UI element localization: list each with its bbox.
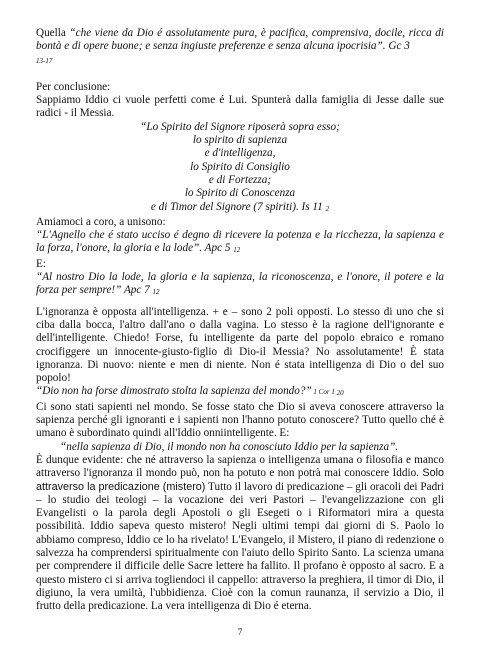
e-label: E:	[36, 257, 46, 270]
stolta-ref-verse: 20	[336, 389, 344, 398]
isaiah-poem	[36, 121, 444, 216]
paragraph-evidente	[36, 454, 444, 614]
poem-line-last	[36, 201, 444, 216]
amiamoci-line: Amiamoci a coro, a unisono:	[36, 215, 166, 228]
isaiah-ref-verse: 2	[325, 204, 330, 213]
james-ref: Gc 3	[385, 40, 410, 53]
poem-line: e di Fortezza;	[208, 173, 272, 186]
evidente-text: È dunque evidente: che né attraverso la sapienza o intelligenza umana o filosofia e manco attraverso l'ignoranza il mondo può, non ha potuto e non potrà mai conoscere Iddio.	[36, 453, 444, 480]
paragraph-perfetti: Sappiamo Iddio ci vuole perfetti come é Lui. Spunterà dalla famiglia di Jesse dalle sue radici - il Messia.	[36, 94, 444, 120]
stolta-quote-para	[36, 385, 444, 400]
paragraph-ignoranza: L'ignoranza è opposta all'intelligenza. + e – sono 2 poli opposti. Lo stesso di uno che si ciba dalla bocca, l'altro dall'ano o dalla vagina. Lo stesso è la ragione dell'ignorante e dell'intelligente. Chiedo! Forse, fu intelligente da parte del popolo ebraico e romano crocifiggere un innocente-giusto-figlio di Dio-il Messia? No assolutamente! È stata ignoranza. Di nuovo: niente e men di niente. Non é stata intelligenza di Dio o del suo popolo!	[36, 305, 444, 385]
poem-line: lo Spirito di Conoscenza	[184, 187, 296, 200]
agnello-quote: “L'Agnello che é stato ucciso é degno di ricevere la potenza e la ricchezza, la sapienza e la forza, l'onore, la gloria e la lode”. Apc 5	[36, 229, 444, 255]
poem-line: lo Spirito di Consiglio	[190, 160, 290, 173]
poem-line: “Lo Spirito del Signore riposerà sopra esso;	[140, 120, 340, 133]
predicazione-heading: Solo attraverso la predicazione (mistero)	[36, 467, 444, 493]
poem-line: lo spirito di sapienza	[192, 134, 288, 147]
spacer	[36, 68, 444, 81]
page-number: 7	[237, 627, 243, 637]
quella-text: Quella	[36, 27, 70, 39]
james-ref-verse: 13-17	[36, 56, 53, 65]
poem-line: e di Timor del Signore (7 spiriti). Is 11	[150, 200, 323, 213]
predicazione-text: Tutto il lavoro di predicazione – gli oracoli dei Padri – lo studio dei teologi – la vocazione dei veri Pastori – l'evangelizzazione con gli Evangelisti o la parola degli Apostoli o gli Esegeti o i Riformatori mira a questa possibilità. Iddio sapeva questo mistero! Negli ultimi tempi dai giorni di S. Paolo lo abbiamo compreso, Iddio ce lo ha rivelato! L'Evangelo, il Mistero, il piano di redenzione o salvezza ha comprendersi spiritualmente con l'aiuto dello Spirito Santo. La scienza umana per comprendere il difficile delle Sacre lettere ha fallito. Il profano è opposto al sacro. E a questo mistero ci si arriva togliendoci il cappello: attraverso la preghiera, il timor di Dio, il digiuno, la vera umiltà, l'ubbidienza. Cioè con la comun raunanza, il servizio a Dio, il frutto della predicazione. La vera intelligenza di Dio é eterna.	[36, 480, 444, 613]
dio-quote-para	[36, 271, 444, 300]
paragraph-sapienti: Ci sono stati sapienti nel mondo. Se fosse stato che Dio si aveva conoscere attraverso la sapienza perché gli ignoranti e i sapienti non l'hanno potuto conoscere? Tutto quello ché è umano è subordinato quindi all'Iddio onniintelligente. E:	[36, 400, 444, 440]
james-quote: “che viene da Dio é assolutamente pura, è pacifica, comprensiva, docile, ricca di bontà e di opere buone; e senza ingiuste preferenze e senza alcuna ipocrisia”.	[36, 27, 444, 53]
stolta-ref: 1 Cor 1	[311, 388, 337, 397]
dio-ref-verse: 12	[152, 288, 160, 297]
dio-quote: “Al nostro Dio la lode, la gloria e la sapienza, la riconoscenza, e l'onore, il potere e la forza per sempre!” Apc 7	[36, 271, 444, 297]
sapienza-quote-para	[36, 441, 444, 454]
poem-line: e d'intelligenza,	[204, 147, 276, 160]
agnello-ref-verse: 12	[233, 246, 241, 255]
stolta-quote: “Dio non ha forse dimostrato stolta la sapienza del mondo?”	[36, 385, 312, 398]
agnello-quote-para	[36, 229, 444, 258]
paragraph-quella	[36, 27, 444, 68]
conclusion-heading: Per conclusione:	[36, 80, 111, 93]
sapienza-quote: “nella sapienza di Dio, il mondo non ha conosciuto Iddio per la sapienza”.	[60, 440, 399, 453]
